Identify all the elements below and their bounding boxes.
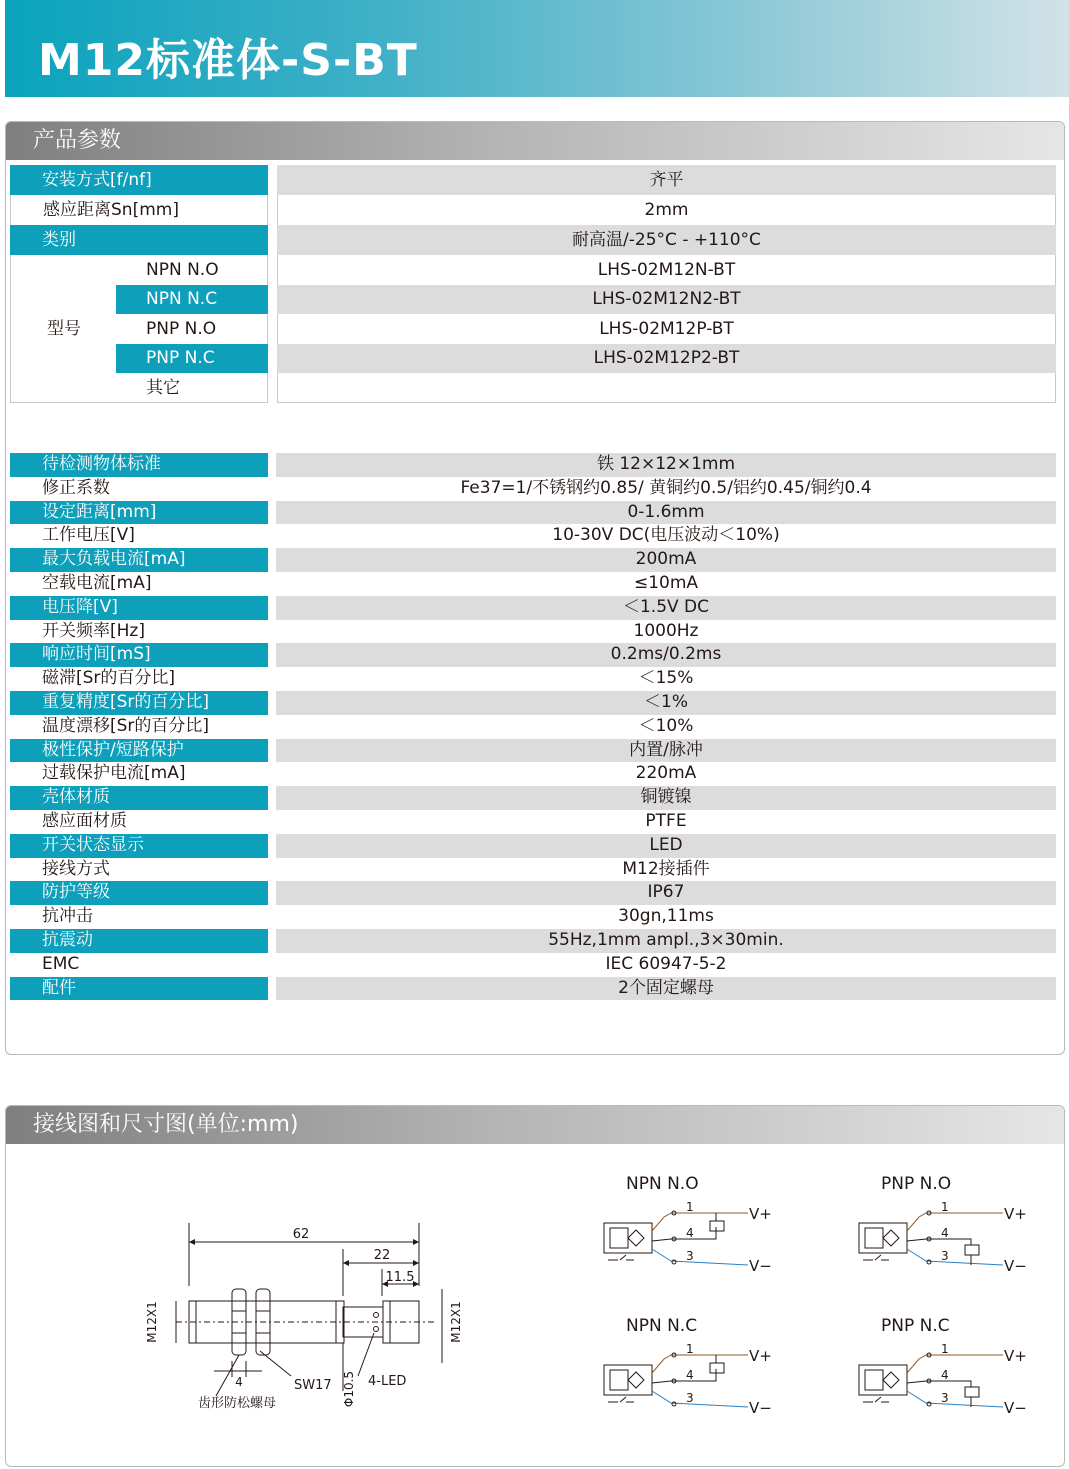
model-type-3: PNP N.O — [116, 314, 268, 344]
spec-label: 修正系数 — [10, 477, 268, 501]
spec-value: ＜1% — [276, 691, 1056, 715]
wiring-title: NPN N.C — [626, 1316, 698, 1336]
thread-left-label: M12X1 — [145, 1301, 159, 1343]
spec-row — [10, 477, 1056, 501]
distance-value: 2mm — [277, 195, 1056, 225]
spec-label: 开关状态显示 — [10, 834, 268, 858]
spec-label: 空载电流[mA] — [10, 572, 268, 596]
spec-value: ＜15% — [276, 667, 1056, 691]
spec-label: 磁滞[Sr的百分比] — [10, 667, 268, 691]
spec-value: 铜镀镍 — [276, 786, 1056, 810]
params-panel — [5, 121, 1065, 1055]
dim-62: 62 — [292, 1227, 310, 1242]
svg-text:V−: V− — [749, 1399, 772, 1417]
spec-value: 220mA — [276, 762, 1056, 786]
spec-label: EMC — [10, 953, 268, 977]
page-title: M12标准体-S-BT — [38, 35, 418, 86]
spec-label: 待检测物体标准 — [10, 453, 268, 477]
spec-value: LED — [276, 834, 1056, 858]
wiring-title: NPN N.O — [626, 1174, 699, 1194]
spec-value: 30gn,11ms — [276, 905, 1056, 929]
model-value-3: LHS-02M12P-BT — [277, 314, 1056, 344]
spec-row — [10, 858, 1056, 882]
svg-text:V+: V+ — [749, 1347, 772, 1365]
spec-row — [10, 548, 1056, 572]
model-label: 型号 — [10, 255, 116, 403]
spec-label: 最大负载电流[mA] — [10, 548, 268, 572]
spec-row — [10, 810, 1056, 834]
model-value-4: LHS-02M12P2-BT — [277, 344, 1056, 373]
spec-row — [10, 834, 1056, 858]
dia-label: Φ10.5 — [342, 1370, 356, 1408]
spec-label: 壳体材质 — [10, 786, 268, 810]
spec-label: 开关频率[Hz] — [10, 620, 268, 644]
spec-row — [10, 524, 1056, 548]
model-type-4: PNP N.C — [116, 344, 268, 373]
distance-label: 感应距离Sn[mm] — [10, 195, 268, 225]
wiring-title: PNP N.O — [881, 1174, 952, 1194]
model-value-2: LHS-02M12N2-BT — [277, 285, 1056, 314]
spec-row — [10, 715, 1056, 739]
svg-text:1: 1 — [686, 1200, 694, 1214]
spec-row — [10, 905, 1056, 929]
category-value: 耐高温/-25°C - +110°C — [277, 225, 1056, 255]
spec-row — [10, 643, 1056, 667]
svg-text:4: 4 — [941, 1226, 949, 1240]
svg-text:1: 1 — [941, 1200, 949, 1214]
spec-label: 配件 — [10, 977, 268, 1001]
spec-value: PTFE — [276, 810, 1056, 834]
spec-label: 接线方式 — [10, 858, 268, 882]
svg-text:4: 4 — [686, 1368, 694, 1382]
model-type-1: NPN N.O — [116, 255, 268, 285]
spec-value: 55Hz,1mm ampl.,3×30min. — [276, 929, 1056, 953]
svg-text:4: 4 — [941, 1368, 949, 1382]
spec-value: ≤10mA — [276, 572, 1056, 596]
model-value-1: LHS-02M12N-BT — [277, 255, 1056, 285]
category-label: 类别 — [10, 225, 268, 255]
spec-label: 重复精度[Sr的百分比] — [10, 691, 268, 715]
spec-row — [10, 453, 1056, 477]
svg-text:4: 4 — [686, 1226, 694, 1240]
wiring-diagram — [851, 1303, 1051, 1443]
svg-text:1: 1 — [686, 1342, 694, 1356]
spec-row — [10, 596, 1056, 620]
wiring-panel — [5, 1105, 1065, 1467]
dimension-drawing — [136, 1211, 476, 1411]
spec-row — [10, 572, 1056, 596]
spec-row — [10, 762, 1056, 786]
dim-22: 22 — [373, 1248, 391, 1263]
sw-label: SW17 — [294, 1378, 332, 1393]
mount-label: 安装方式[f/nf] — [10, 165, 268, 195]
spec-row — [10, 667, 1056, 691]
spec-label: 防护等级 — [10, 881, 268, 905]
spec-row — [10, 620, 1056, 644]
svg-text:V−: V− — [749, 1257, 772, 1275]
svg-text:1: 1 — [941, 1342, 949, 1356]
spec-label: 感应面材质 — [10, 810, 268, 834]
led-label: 4-LED — [368, 1374, 407, 1389]
spec-row — [10, 929, 1056, 953]
spec-value: M12接插件 — [276, 858, 1056, 882]
spec-value: 铁 12×12×1mm — [276, 453, 1056, 477]
spec-label: 响应时间[mS] — [10, 643, 268, 667]
spec-row — [10, 786, 1056, 810]
svg-text:V+: V+ — [1004, 1205, 1027, 1223]
spec-value: 200mA — [276, 548, 1056, 572]
model-type-2: NPN N.C — [116, 285, 268, 314]
spec-value: IP67 — [276, 881, 1056, 905]
spec-row — [10, 739, 1056, 763]
spec-label: 抗冲击 — [10, 905, 268, 929]
spec-row — [10, 501, 1056, 525]
spec-label: 电压降[V] — [10, 596, 268, 620]
spec-value: ＜1.5V DC — [276, 596, 1056, 620]
wiring-title-unit: (单位:mm) — [187, 1112, 299, 1137]
spec-label: 抗震动 — [10, 929, 268, 953]
dim-4: 4 — [235, 1375, 243, 1389]
spec-value: 0-1.6mm — [276, 501, 1056, 525]
spec-value: 10-30V DC(电压波动＜10%) — [276, 524, 1056, 548]
svg-text:V−: V− — [1004, 1257, 1027, 1275]
svg-text:3: 3 — [686, 1391, 694, 1405]
svg-text:V−: V− — [1004, 1399, 1027, 1417]
spec-value: ＜10% — [276, 715, 1056, 739]
spec-row — [10, 953, 1056, 977]
svg-text:V+: V+ — [749, 1205, 772, 1223]
wiring-title: PNP N.C — [881, 1316, 950, 1336]
thread-right-label: M12X1 — [449, 1301, 463, 1343]
svg-text:3: 3 — [941, 1391, 949, 1405]
spec-value: 内置/脉冲 — [276, 739, 1056, 763]
svg-text:3: 3 — [941, 1249, 949, 1263]
dim-11-5: 11.5 — [385, 1270, 415, 1285]
spec-label: 工作电压[V] — [10, 524, 268, 548]
spec-value: 1000Hz — [276, 620, 1056, 644]
nut-label: 齿形防松螺母 — [198, 1396, 277, 1411]
mount-value: 齐平 — [277, 165, 1056, 195]
wiring-title-bold: 接线图和尺寸图 — [33, 1112, 188, 1137]
spec-value: IEC 60947-5-2 — [276, 953, 1056, 977]
wiring-diagram — [851, 1161, 1051, 1301]
spec-row — [10, 977, 1056, 1001]
spec-label: 温度漂移[Sr的百分比] — [10, 715, 268, 739]
svg-text:V+: V+ — [1004, 1347, 1027, 1365]
wiring-section-title — [6, 1106, 1064, 1144]
wiring-diagram — [596, 1303, 796, 1443]
spec-label: 极性保护/短路保护 — [10, 739, 268, 763]
spec-label: 过载保护电流[mA] — [10, 762, 268, 786]
spec-row — [10, 691, 1056, 715]
spec-row — [10, 881, 1056, 905]
params-section-title: 产品参数 — [6, 122, 1064, 160]
spec-value: 0.2ms/0.2ms — [276, 643, 1056, 667]
model-value-5 — [277, 373, 1056, 403]
wiring-diagram — [596, 1161, 796, 1301]
spec-value: Fe37=1/不锈钢约0.85/ 黄铜约0.5/铝约0.45/铜约0.4 — [276, 477, 1056, 501]
model-type-5: 其它 — [116, 373, 268, 403]
spec-label: 设定距离[mm] — [10, 501, 268, 525]
spec-value: 2个固定螺母 — [276, 977, 1056, 1001]
svg-text:3: 3 — [686, 1249, 694, 1263]
